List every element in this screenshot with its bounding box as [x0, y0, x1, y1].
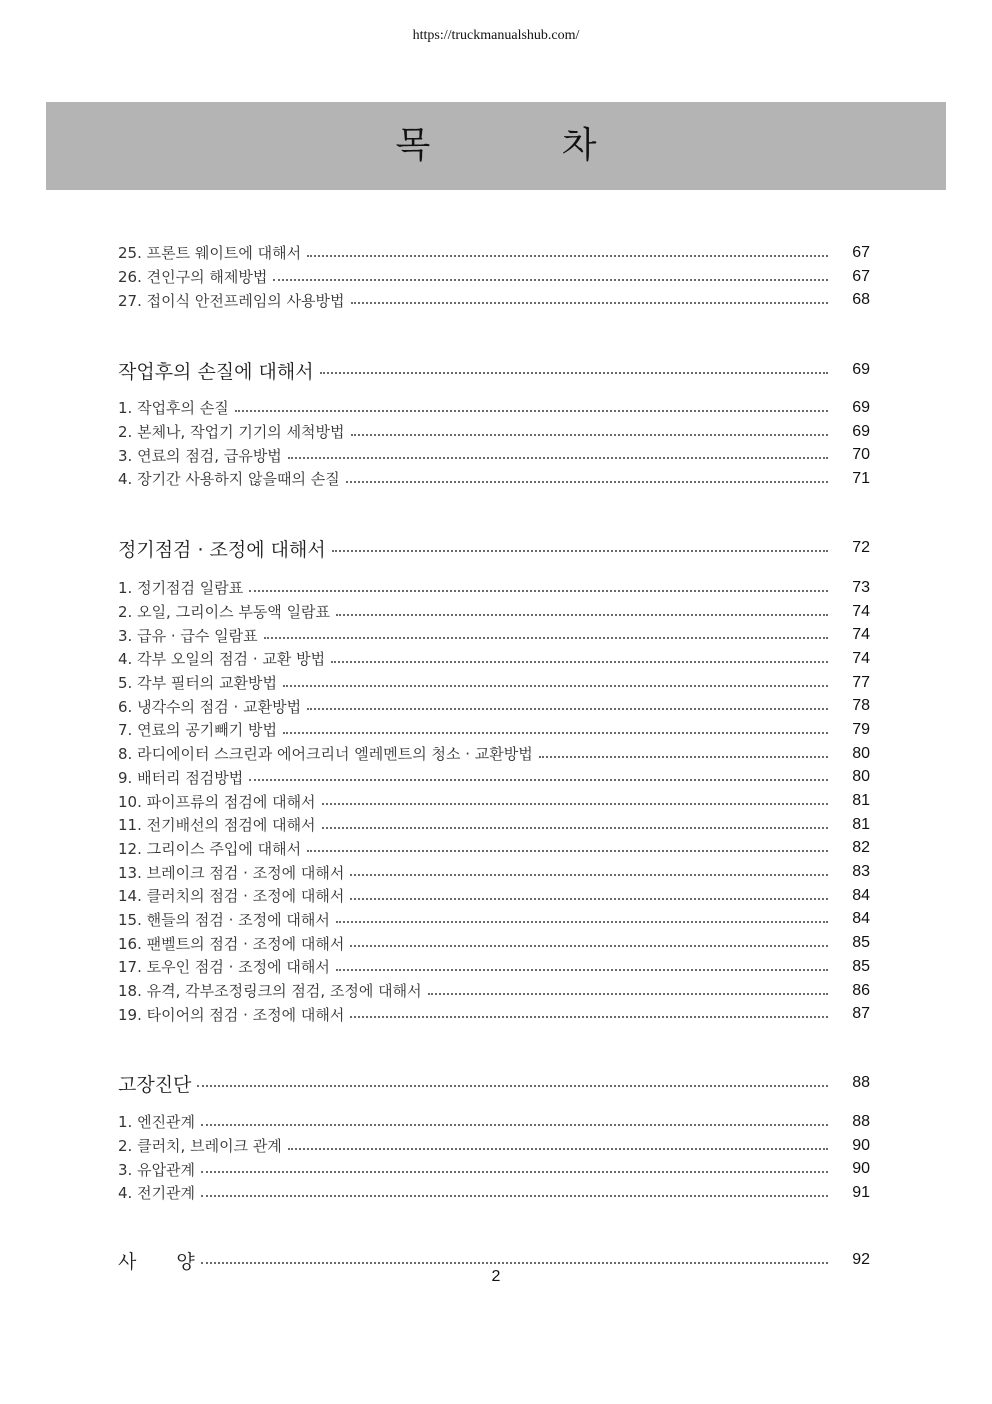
toc-entry-label: 26. 견인구의 해제방법 [118, 268, 268, 287]
dot-leader [346, 481, 828, 483]
toc-page-number: 87 [852, 1005, 870, 1023]
dot-leader [322, 803, 828, 805]
toc-row [118, 1134, 870, 1158]
title-banner [46, 102, 946, 190]
dot-leader [201, 1195, 828, 1197]
dot-leader [197, 1085, 828, 1087]
toc-entry-label: 4. 각부 오일의 점검 · 교환 방법 [118, 650, 326, 669]
toc-row [118, 265, 870, 289]
toc-section-items [118, 396, 870, 491]
toc-entry-label: 7. 연료의 공기빼기 방법 [118, 721, 278, 740]
toc-entry-label: 6. 냉각수의 점검 · 교환방법 [118, 697, 302, 716]
dot-leader [307, 708, 828, 710]
dot-leader [283, 685, 828, 687]
toc-section-heading [118, 356, 870, 384]
toc-page-number: 91 [852, 1183, 870, 1201]
toc-entry-label: 1. 작업후의 손질 [118, 399, 229, 418]
dot-leader [350, 945, 828, 947]
dot-leader [264, 637, 828, 639]
toc-entry-label: 1. 정기점검 일람표 [118, 579, 244, 598]
toc-entry-label: 12. 그리이스 주입에 대해서 [118, 839, 302, 858]
dot-leader [350, 874, 828, 876]
toc-row [118, 1002, 870, 1026]
toc-row [118, 694, 870, 718]
dot-leader [201, 1124, 828, 1126]
toc-row [118, 420, 870, 444]
toc-row [118, 789, 870, 813]
dot-leader [336, 969, 828, 971]
dot-leader [350, 1016, 828, 1018]
dot-leader [350, 898, 828, 900]
toc-page-number: 84 [852, 910, 870, 928]
toc-page-number: 77 [852, 673, 870, 691]
toc-row [118, 396, 870, 420]
toc-entry-label: 11. 전기배선의 점검에 대해서 [118, 816, 316, 835]
toc-entry-label: 3. 연료의 점검, 급유방법 [118, 446, 282, 465]
toc-row [118, 979, 870, 1003]
toc-row [118, 884, 870, 908]
toc-section [118, 534, 870, 562]
toc-entry-label: 13. 브레이크 점검 · 조정에 대해서 [118, 863, 345, 882]
toc-page-number: 69 [852, 398, 870, 416]
toc-page-number: 80 [852, 744, 870, 762]
toc-page-number: 69 [852, 361, 870, 378]
toc-entry-label: 25. 프론트 웨이트에 대해서 [118, 244, 302, 263]
toc-page-number: 80 [852, 768, 870, 786]
toc-page-number: 74 [852, 649, 870, 667]
dot-leader [428, 993, 828, 995]
toc-row [118, 718, 870, 742]
toc-page-number: 69 [852, 422, 870, 440]
toc-page-number: 85 [852, 934, 870, 952]
toc-page-number: 74 [852, 626, 870, 644]
toc-row [118, 671, 870, 695]
dot-leader [283, 732, 828, 734]
toc-section-heading [118, 534, 870, 562]
toc-page-number: 70 [852, 446, 870, 464]
toc-continued-list [118, 241, 870, 312]
dot-leader [332, 550, 828, 552]
toc-row [118, 576, 870, 600]
toc-page-number: 79 [852, 720, 870, 738]
toc-page-number: 90 [852, 1160, 870, 1178]
page-title: 목 차 [395, 125, 597, 166]
toc-page-number: 82 [852, 839, 870, 857]
dot-leader [307, 255, 828, 257]
toc-entry-label: 3. 유압관계 [118, 1160, 196, 1179]
toc-page-number: 85 [852, 957, 870, 975]
toc-section-items [118, 1110, 870, 1205]
toc-page-number: 67 [852, 267, 870, 285]
toc-row [118, 860, 870, 884]
toc-row [118, 647, 870, 671]
source-url: https://truckmanualshub.com/ [412, 28, 580, 43]
toc-page-number: 67 [852, 243, 870, 261]
toc-entry-label: 2. 클러치, 브레이크 관계 [118, 1137, 282, 1156]
dot-leader [288, 457, 828, 459]
toc-entry-label: 19. 타이어의 점검 · 조정에 대해서 [118, 1005, 345, 1024]
page-number: 2 [491, 1268, 501, 1285]
dot-leader [336, 921, 828, 923]
toc-row [118, 288, 870, 312]
toc-row [118, 742, 870, 766]
toc-entry-label: 5. 각부 필터의 교환방법 [118, 674, 278, 693]
toc-entry-label: 4. 전기관계 [118, 1184, 196, 1203]
toc-row [118, 443, 870, 467]
toc-page-number: 78 [852, 697, 870, 715]
toc-page-number: 83 [852, 863, 870, 881]
toc-section-title: 작업후의 손질에 대해서 [118, 360, 314, 383]
dot-leader [273, 279, 828, 281]
dot-leader [320, 372, 828, 374]
dot-leader [201, 1171, 828, 1173]
toc-section-title: 정기점검 · 조정에 대해서 [118, 538, 326, 561]
toc-entry-label: 27. 접이식 안전프레임의 사용방법 [118, 291, 345, 310]
dot-leader [322, 827, 828, 829]
toc-entry-label: 3. 급유 · 급수 일람표 [118, 626, 258, 645]
toc-entry-label: 8. 라디에이터 스크린과 에어크리너 엘레멘트의 청소 · 교환방법 [118, 745, 533, 764]
toc-entry-label: 17. 토우인 점검 · 조정에 대해서 [118, 958, 330, 977]
toc-entry-label: 15. 핸들의 점검 · 조정에 대해서 [118, 910, 330, 929]
toc-row [118, 467, 870, 491]
toc-row [118, 241, 870, 265]
dot-leader [331, 661, 828, 663]
toc-entry-label: 14. 클러치의 점검 · 조정에 대해서 [118, 887, 345, 906]
toc-entry-label: 10. 파이프류의 점검에 대해서 [118, 792, 316, 811]
toc-row [118, 766, 870, 790]
toc-row [118, 1181, 870, 1205]
dot-leader [539, 756, 828, 758]
dot-leader [201, 1262, 828, 1264]
toc-section-items [118, 576, 870, 1026]
toc-row [118, 1157, 870, 1181]
dot-leader [351, 434, 828, 436]
toc-row [118, 600, 870, 624]
toc-section [118, 356, 870, 384]
dot-leader [235, 410, 828, 412]
toc-row [118, 837, 870, 861]
toc-row [118, 813, 870, 837]
toc-page-number: 74 [852, 602, 870, 620]
toc-page-number: 81 [852, 815, 870, 833]
dot-leader [249, 779, 828, 781]
toc-entry-label: 18. 유격, 각부조정링크의 점검, 조정에 대해서 [118, 982, 422, 1001]
toc-section [118, 1069, 870, 1097]
dot-leader [288, 1148, 828, 1150]
toc-page-number: 90 [852, 1136, 870, 1154]
toc-page-number: 72 [852, 539, 870, 556]
toc-entry-label: 1. 엔진관계 [118, 1113, 196, 1132]
toc-section-title: 고장진단 [118, 1073, 192, 1096]
toc-page-number: 84 [852, 886, 870, 904]
toc-row [118, 1110, 870, 1134]
toc-row [118, 908, 870, 932]
toc-page-number: 88 [852, 1074, 870, 1091]
dot-leader [336, 614, 828, 616]
toc-page-number: 88 [852, 1112, 870, 1130]
toc-section-title: 사 양 [118, 1250, 195, 1273]
toc-row [118, 955, 870, 979]
toc-page-number: 71 [852, 469, 870, 487]
toc-section-heading [118, 1069, 870, 1097]
dot-leader [249, 590, 828, 592]
dot-leader [351, 302, 828, 304]
toc-page-number: 81 [852, 792, 870, 810]
toc-page-number: 92 [852, 1251, 870, 1268]
toc-page-number: 68 [852, 291, 870, 309]
toc-entry-label: 9. 배터리 점검방법 [118, 768, 244, 787]
toc-entry-label: 2. 본체나, 작업기 기기의 세척방법 [118, 423, 345, 442]
toc-page-number: 86 [852, 981, 870, 999]
toc-entry-label: 4. 장기간 사용하지 않을때의 손질 [118, 470, 340, 489]
toc-page-number: 73 [852, 578, 870, 596]
toc-row [118, 931, 870, 955]
dot-leader [307, 850, 828, 852]
toc-row [118, 623, 870, 647]
toc-entry-label: 2. 오일, 그리이스 부동액 일람표 [118, 603, 331, 622]
toc-entry-label: 16. 팬벨트의 점검 · 조정에 대해서 [118, 934, 345, 953]
